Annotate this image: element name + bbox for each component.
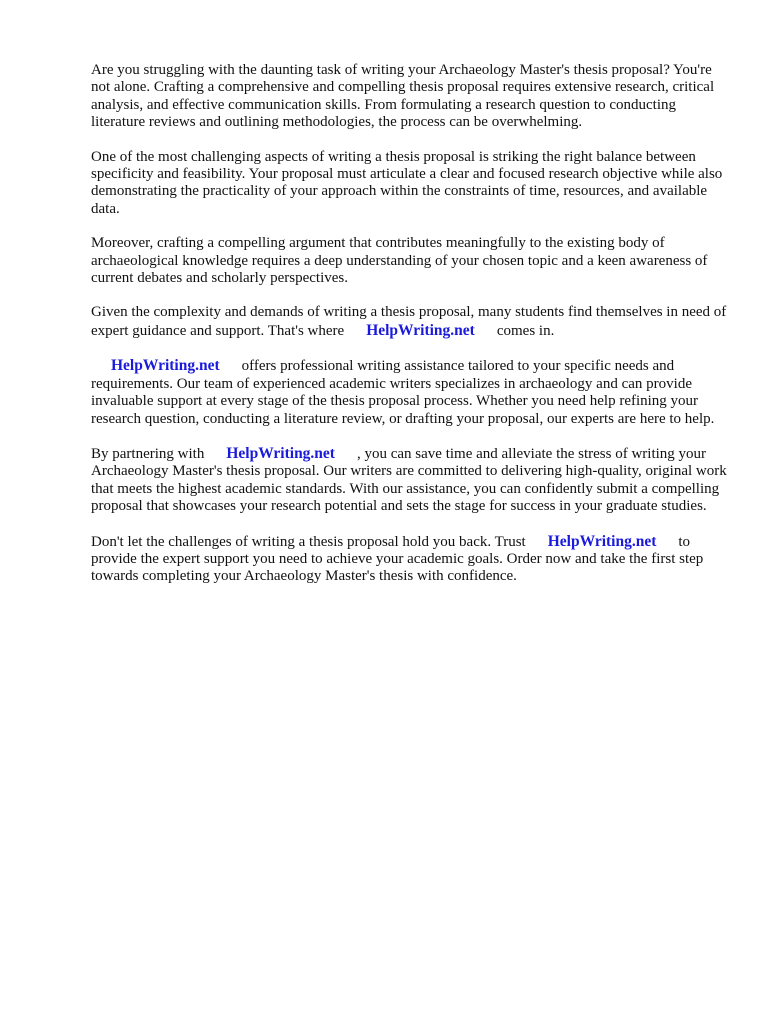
paragraph-argument [91, 235, 731, 287]
paragraph-given-complexity-text-after: comes in. [496, 322, 555, 339]
paragraph-partnering-text-after: , you can save time and alleviate the stress of writing your Archaeology Master's thesis proposal. Our writers are committed to delivering high-quality, original work that meets the highest academic standards. With our assistance, you can confidently submit a compelling proposal that showcases your research potential and sets the stage for success in your graduate studies. [91, 445, 727, 515]
paragraph-intro-text: Are you struggling with the daunting task of writing your Archaeology Master's thesis proposal? You're not alone. Crafting a comprehensive and compelling thesis proposal requires extensive research, critical analysis, and effective communication skills. From formulating a research question to conducting literature reviews and outlining methodologies, the process can be overwhelming. [91, 62, 715, 131]
helpwriting-link-4[interactable]: HelpWriting.net [547, 532, 657, 550]
paragraph-closing-text-after: to provide the expert support you need to achieve your academic goals. Order now and take the first step towards completing your Archaeology Master's thesis with confidence. [91, 533, 704, 585]
helpwriting-link-3[interactable]: HelpWriting.net [226, 444, 335, 462]
helpwriting-link-2[interactable]: HelpWriting.net [111, 357, 220, 375]
paragraph-given-complexity [91, 304, 731, 340]
helpwriting-link-1[interactable]: HelpWriting.net [366, 321, 475, 339]
paragraph-challenges-text: One of the most challenging aspects of writing a thesis proposal is striking the right balance between specificity and feasibility. Your proposal must articulate a clear and focused research objective while also demonstrating the practicality of your approach within the constraints of time, resources, and available data. [91, 148, 723, 217]
paragraph-offers-text: offers professional writing assistance tailored to your specific needs and requirements. Our team of experienced academic writers specializes in archaeology and can provide invaluable support at every stage of the thesis proposal process. Whether you need help refining your research question, conducting a literature review, or drafting your proposal, our experts are here to help. [91, 358, 715, 427]
paragraph-offers [91, 357, 731, 428]
paragraph-partnering-text-before: By partnering with [91, 445, 205, 462]
paragraph-argument-text: Moreover, crafting a compelling argument that contributes meaningfully to the existing body of archaeological knowledge requires a deep understanding of your chosen topic and a keen awareness of current debates and scholarly perspectives. [91, 235, 708, 287]
paragraph-intro [91, 62, 731, 132]
paragraph-given-complexity-text-before: Given the complexity and demands of writing a thesis proposal, many students find themselves in need of expert guidance and support. That's where [91, 304, 727, 339]
paragraph-closing-text-before: Don't let the challenges of writing a thesis proposal hold you back. Trust [91, 533, 526, 550]
paragraph-closing [91, 533, 731, 586]
paragraph-partnering [91, 445, 731, 516]
paragraph-challenges [91, 149, 731, 219]
